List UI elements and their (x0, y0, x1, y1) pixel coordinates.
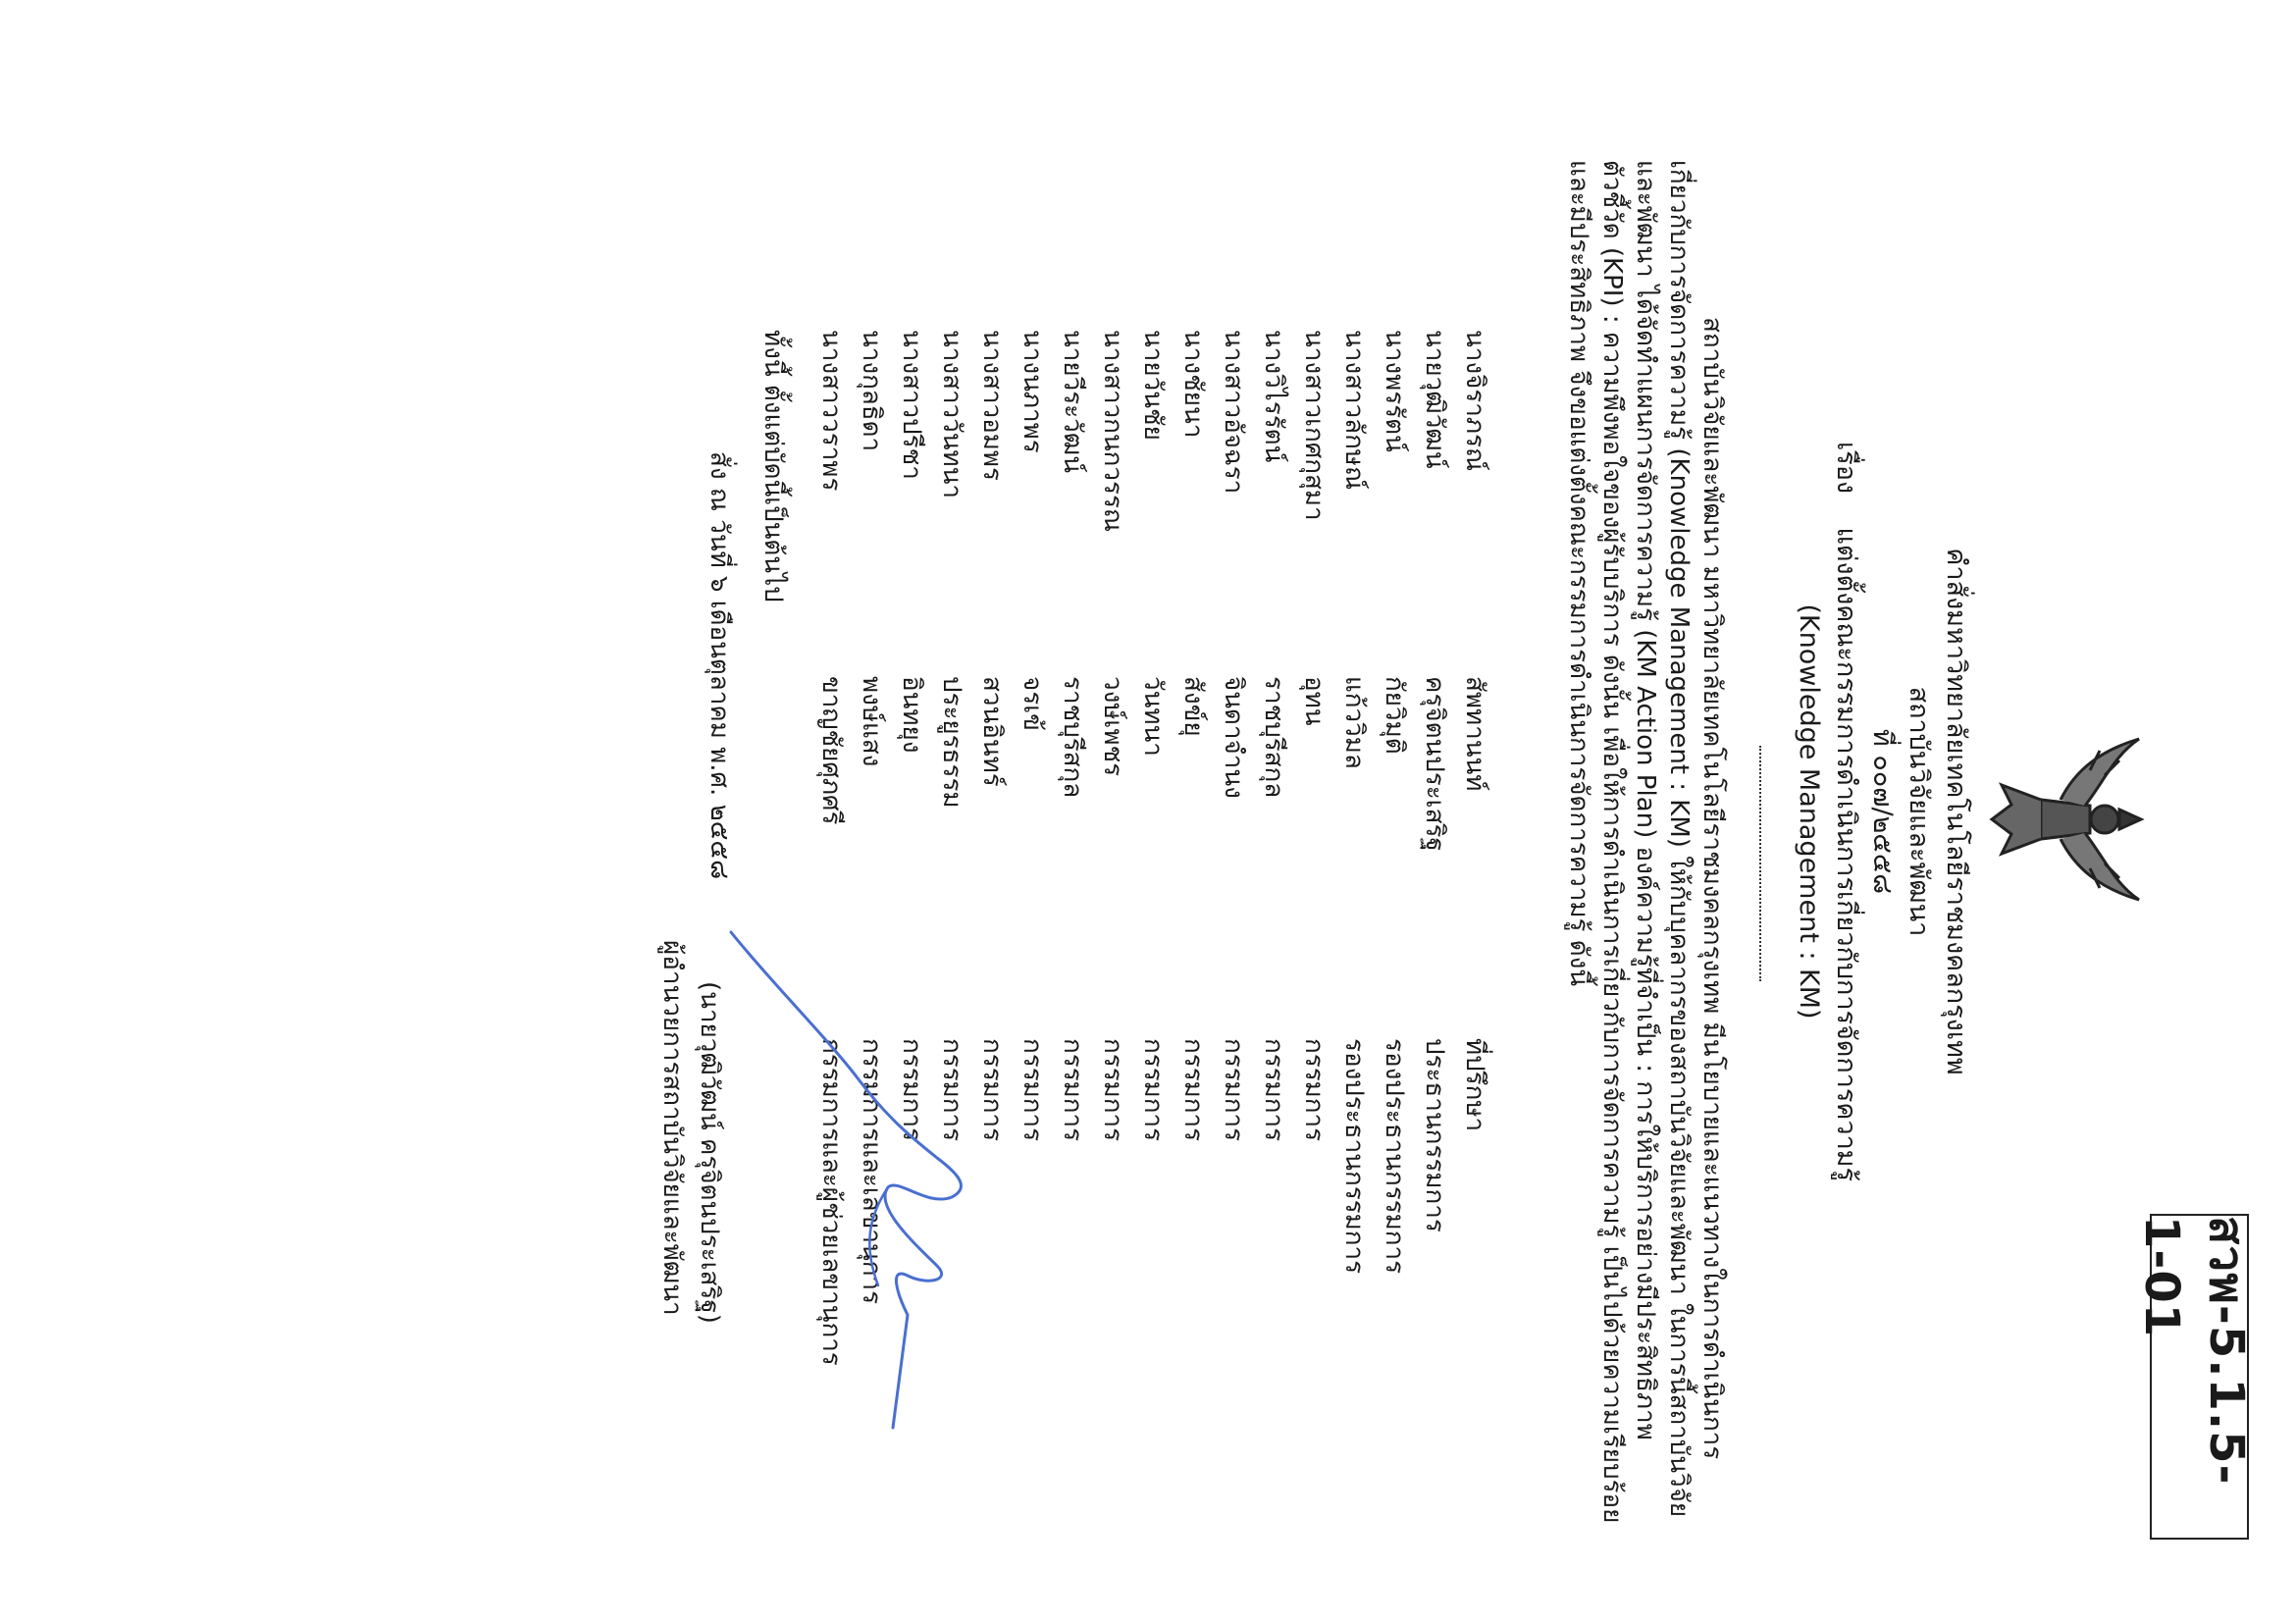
issuing-unit: สถาบันวิจัยและพัฒนา (1904, 686, 1934, 937)
committee-row (1290, 330, 1331, 1596)
member-family-name: ครุจิตนประเสริฐ (1420, 676, 1449, 852)
member-given-name: นางสาวปรีชา (897, 330, 926, 480)
document-code: สวพ-5.1.5-1-01 (2134, 1216, 2255, 1486)
member-given-name: นางสาววราพร (816, 330, 846, 492)
body-line: ตัวชี้วัด (KPI) : ความพึงพอใจของผู้รับบริการ ดังนั้น เพื่อให้การดำเนินการเกี่ยวกับการจัดการความรู้ เป็นไปด้วยความเรียบร้อย (1597, 160, 1627, 1524)
member-family-name: วันทนา (1138, 676, 1168, 757)
member-role: ประธานกรรมการ (1420, 1038, 1449, 1232)
body-line: สถาบันวิจัยและพัฒนา มหาวิทยาลัยเทคโนโลยีราชมงคลกรุงเทพ มีนโยบายและแนวทางในการดำเนินการ (1697, 317, 1727, 1460)
committee-row (1451, 330, 1491, 1596)
member-role: ที่ปรึกษา (1460, 1038, 1489, 1132)
member-role: กรรมการและผู้ช่วยเลขานุการ (816, 1038, 846, 1366)
body-line: และพัฒนา ได้จัดทำแผนการจัดการความรู้ (KM Action Plan) องค์ความรู้ที่จำเป็น : การให้บริการอย่างมีประสิทธิภาพ (1631, 160, 1660, 1440)
member-given-name: นางนภาพร (1018, 330, 1047, 453)
member-family-name: ขาญชัยศุภศรี (816, 676, 846, 825)
member-given-name: นายวุฒิวัฒน์ (1420, 330, 1449, 469)
committee-row (1170, 330, 1210, 1596)
member-given-name: นางสาวอมพร (977, 330, 1007, 481)
signer-title: ผู้อำนวยการสถาบันวิจัยและพัฒนา (657, 940, 687, 1316)
member-given-name: นางสาวอัจฉรา (1219, 330, 1248, 495)
member-family-name: สวนอินทร์ (977, 676, 1007, 787)
member-role: กรรมการ (1058, 1038, 1087, 1142)
body-line: เกี่ยวกับการจัดการความรู้ (Knowledge Management : KM) ให้กับบุคลากรของสถาบันวิจัยและพัฒนา ในการนี้สถาบันวิจัย (1664, 160, 1694, 1518)
document-code-box (2134, 1214, 2255, 1540)
member-given-name: นายวันชัย (1138, 330, 1168, 441)
member-given-name: นางกุลธิดา (857, 330, 886, 452)
member-family-name: จรเข้ (1018, 676, 1047, 731)
member-role: กรรมการ (1259, 1038, 1288, 1142)
committee-row (1371, 330, 1411, 1596)
signer-name: (นายวุฒิวัฒน์ ครุจิตนประเสริฐ) (695, 981, 724, 1324)
committee-row (1250, 330, 1290, 1596)
member-family-name: สังข์ยุ (1178, 676, 1208, 737)
body-line: และมีประสิทธิภาพ จึงขอแต่งตั้งคณะกรรมการดำเนินการจัดการความรู้ ดังนี้ (1564, 160, 1593, 987)
member-family-name: จินดาจำนง (1219, 676, 1248, 799)
member-given-name: นางสาวกนกวรรณ (1098, 330, 1127, 533)
member-family-name: ประยูรธรรม (937, 676, 966, 809)
member-family-name: ราชบุรีสกุล (1259, 676, 1288, 799)
member-given-name: นางสาวเกศกุสุมา (1299, 330, 1329, 521)
member-given-name: นางชัยนา (1178, 330, 1208, 439)
member-family-name: วงษ์เพชร (1098, 676, 1127, 777)
committee-row (1129, 330, 1170, 1596)
member-role: กรรมการ (977, 1038, 1007, 1142)
member-role: รองประธานกรรมการ (1380, 1038, 1409, 1275)
member-role: กรรมการ (1018, 1038, 1047, 1142)
committee-row (1210, 330, 1250, 1596)
member-role: กรรมการ (1219, 1038, 1248, 1142)
garuda-emblem (1982, 731, 2159, 908)
member-role: กรรมการ (1299, 1038, 1329, 1142)
member-family-name: ราชบุรีสกุล (1058, 676, 1087, 799)
subject-subtitle: (Knowledge Management : KM) (1794, 603, 1824, 1020)
committee-row (1411, 330, 1451, 1596)
member-given-name: นางจิราภรณ์ (1460, 330, 1489, 472)
member-family-name: อินทยุง (897, 676, 926, 754)
subject-line (1829, 0, 1862, 1623)
member-given-name: นางสาวลักษณ์ (1339, 330, 1369, 491)
body-paragraph (1562, 160, 1729, 1593)
committee-row (1089, 330, 1129, 1596)
member-role: กรรมการ (1178, 1038, 1208, 1142)
subject-text: แต่งตั้งคณะกรรมการดำเนินการเกี่ยวกับการจัดการความรู้ (1831, 527, 1861, 1182)
order-number: ที่ ๐๐๗/๒๕๕๘ (1867, 728, 1898, 895)
member-given-name: นางวิไรรัตน์ (1259, 330, 1288, 463)
member-role: กรรมการ (897, 1038, 926, 1142)
member-family-name: แก้ววิมล (1339, 676, 1369, 769)
member-family-name: อุทน (1299, 676, 1329, 726)
member-role: กรรมการ (1098, 1038, 1127, 1142)
member-family-name: กัยวิมุติ (1380, 676, 1409, 755)
member-role: กรรมการ (1138, 1038, 1168, 1142)
effective-clause: ทั้งนี้ ตั้งแต่บัดนี้เป็นต้นไป (758, 330, 788, 602)
order-date: สั่ง ณ วันที่ ๖ เดือนตุลาคม พ.ศ. ๒๕๕๘ (704, 451, 734, 880)
handwritten-signature (721, 893, 996, 1442)
member-role: รองประธานกรรมการ (1339, 1038, 1369, 1275)
committee-row (1331, 330, 1371, 1596)
member-family-name: สัพทานนท์ (1460, 676, 1489, 792)
committee-row (1049, 330, 1089, 1596)
subject-label: เรื่อง (1831, 441, 1861, 495)
member-given-name: นางพรรัตน์ (1380, 330, 1409, 452)
order-heading: คำสั่งมหาวิทยาลัยเทคโนโลยีราชมงคลกรุงเทพ (1941, 548, 1971, 1075)
member-given-name: นางสาววันทนา (937, 330, 966, 499)
committee-row (1009, 330, 1049, 1596)
member-family-name: พงษ์แสง (857, 676, 886, 767)
member-given-name: นายวีระวัฒน์ (1058, 330, 1087, 473)
member-role: กรรมการและเลขานุการ (857, 1038, 886, 1305)
heading-divider (1759, 746, 1761, 981)
member-role: กรรมการ (937, 1038, 966, 1142)
